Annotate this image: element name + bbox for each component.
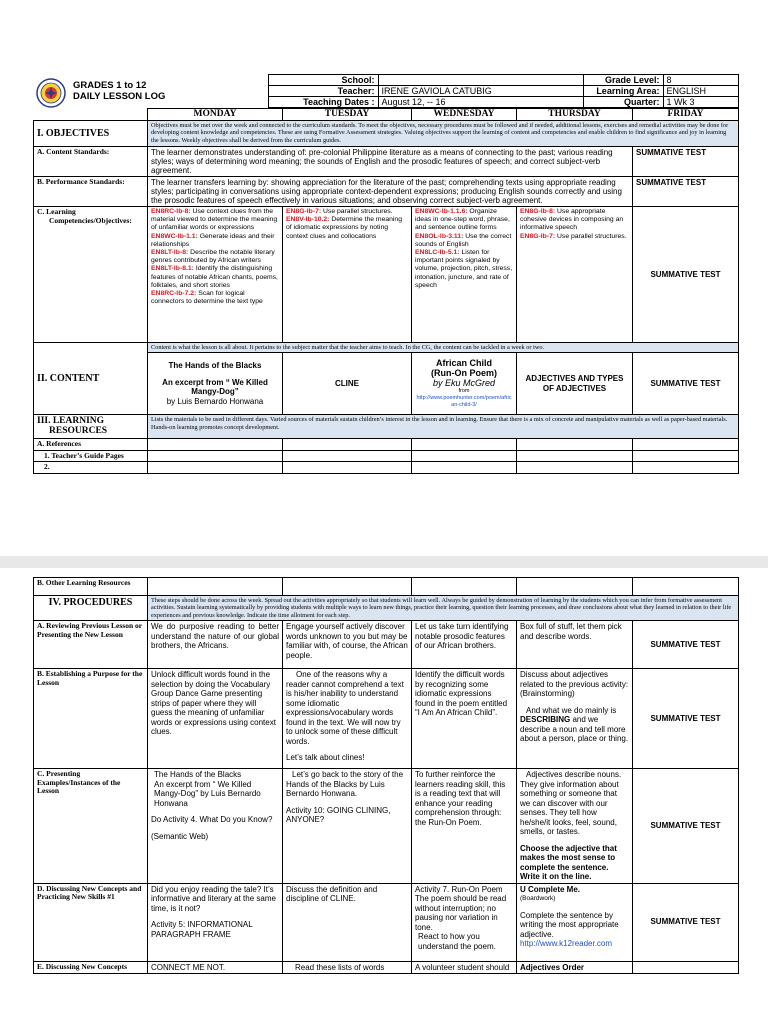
purpose-wednesday: Identify the difficult words by recognizing some idiomatic expressions found in the poem entitled “I Am An African Child”. bbox=[412, 669, 517, 769]
content-thursday: ADJECTIVES AND TYPES OF ADJECTIVES bbox=[517, 353, 633, 415]
teacher-label: Teacher: bbox=[268, 86, 378, 97]
examples-thursday: Adjectives describe nouns. They give information about something or someone that we can discover with our senses. They tell how he/she/it looks, feel, sound, smells, or tastes. Choose the adjective that makes the most sense to complete the sentence. Write it on the line. bbox=[517, 769, 633, 884]
discussing-2-wednesday: A volunteer student should bbox=[412, 961, 517, 974]
examples-friday: SUMMATIVE TEST bbox=[633, 769, 739, 884]
purpose-monday: Unlock difficult words found in the selection by doing the Vocabulary Group Dance Game presenting strips of paper where they will guess the meaning of unfamiliar words or expressions using context clues. bbox=[148, 669, 283, 769]
reviewing-lesson-label: A. Reviewing Previous Lesson or Presenting the New Lesson bbox=[34, 621, 148, 669]
discussing-2-tuesday: Read these lists of words bbox=[283, 961, 412, 974]
discussing-1-wednesday: Activity 7. Run-On Poem The poem should be read without interruption; no pausing nor variation in tone. React to how you understand the poem. bbox=[412, 883, 517, 961]
performance-standards-text: The learner transfers learning by: showing appreciation for the literature of the past; comprehending texts using appropriate reading styles; participating in conversations using appropriate context-dependent expressions; producing English sounds correctly and using the prosodic features of speech effectively in various situations; and observing correct subject-verb agreement. bbox=[148, 177, 633, 207]
reviewing-wednesday: Let us take turn identifying notable prosodic features of our African brothers. bbox=[412, 621, 517, 669]
day-header-monday: MONDAY bbox=[148, 109, 283, 121]
discussing-concepts-1-label: D. Discussing New Concepts and Practicing New Skills #1 bbox=[34, 883, 148, 961]
header-table bbox=[33, 74, 739, 108]
purpose-friday: SUMMATIVE TEST bbox=[633, 669, 739, 769]
content-monday: The Hands of the Blacks An excerpt from “ We Killed Mangy-Dog” by Luis Bernardo Honwana bbox=[148, 353, 283, 415]
grade-label: Grade Level: bbox=[583, 75, 663, 86]
discussing-2-thursday: Adjectives Order bbox=[517, 961, 633, 974]
competencies-label: C. Learning Competencies/Objectives: bbox=[34, 207, 148, 343]
examples-tuesday: Let’s go back to the story of the Hands of the Blacks by Luis Bernardo Honwana. Activity 10: GOING CLINING, ANYONE? bbox=[283, 769, 412, 884]
objectives-label: I. OBJECTIVES bbox=[34, 121, 148, 147]
competencies-friday: SUMMATIVE TEST bbox=[633, 207, 739, 343]
reference-item-2-label: 2. bbox=[34, 462, 148, 474]
lesson-log-table bbox=[33, 108, 739, 474]
log-title: GRADES 1 to 12 DAILY LESSON LOG bbox=[73, 80, 166, 102]
procedures-label: IV. PROCEDURES bbox=[34, 596, 148, 621]
purpose-thursday: Discuss about adjectives related to the previous activity: (Brainstorming) And what we do mainly is DESCRIBING and we describe a noun and tell more about a person, place or thing. bbox=[517, 669, 633, 769]
discussing-1-tuesday: Discuss the definition and discipline of CLINE. bbox=[283, 883, 412, 961]
performance-standards-friday: SUMMATIVE TEST bbox=[633, 177, 739, 207]
quarter-label: Quarter: bbox=[583, 97, 663, 108]
k12reader-link[interactable]: http://www.k12reader.com bbox=[520, 939, 613, 948]
competencies-monday: EN8RC-Ib-8: Use context clues from the material viewed to determine the meaning of unfamiliar words or expressions EN8WC-Ib-1.1: Generate ideas and their relationships EN8LT-Ib-8: Describe the notable literary genres contributed by African writers EN8LT-Ib-8.1: Identify the distinguishing features of notable African chants, poems, folktales, and short stories EN8RC-Ib-7.2: Scan for logical connectors to determine the text type bbox=[148, 207, 283, 343]
area-label: Learning Area: bbox=[583, 86, 663, 97]
competencies-wednesday: EN8WC-Ib-1.1.6: Organize ideas in one-step word, phrase, and sentence outline forms EN8OL-Ib-3.11: Use the correct sounds of English EN8LC-Ib-5.1: Listen for important points signaled by volume, projection, pitch, stress, intonation, juncture, and rate of speech bbox=[412, 207, 517, 343]
day-header-thursday: THURSDAY bbox=[517, 109, 633, 121]
discussing-1-friday: SUMMATIVE TEST bbox=[633, 883, 739, 961]
establishing-purpose-label: B. Establishing a Purpose for the Lesson bbox=[34, 669, 148, 769]
procedures-note: These steps should be done across the week. Spread out the activities appropriately so that students will learn well. Always be guided by demonstration of learning by the students which you can infer from formative assessment activities. Sustain learning systematically by providing students with multiple ways to learn new things, practice their learning, question their learning processes, and draw conclusions about what they learned in relation to their life experiences and previous knowledge. Indicate the time allotment for each step. bbox=[148, 596, 739, 621]
content-friday: SUMMATIVE TEST bbox=[633, 353, 739, 415]
content-standards-text: The learner demonstrates understanding of: pre-colonial Philippine literature as a means of connecting to the past; various reading styles; ways of determining word meaning; the sounds of English and the prosodic features of speech; and correct subject-verb agreement. bbox=[148, 147, 633, 177]
content-standards-label: A. Content Standards: bbox=[34, 147, 148, 177]
reviewing-tuesday: Engage yourself actively discover words unknown to you but may be familiar with, of course, the African people. bbox=[283, 621, 412, 669]
school-label: School: bbox=[268, 75, 378, 86]
discussing-2-friday bbox=[633, 961, 739, 974]
day-header-wednesday: WEDNESDAY bbox=[412, 109, 517, 121]
content-note: Content is what the lesson is all about. It pertains to the subject matter that the teacher aims to teach. In the CG, the content can be tackled in a week or two. bbox=[148, 343, 739, 353]
area-value: ENGLISH bbox=[663, 86, 738, 97]
poem-link[interactable]: http://www.poemhunter.com/poem/african-child-3/ bbox=[416, 395, 512, 409]
discussing-2-monday: CONNECT ME NOT. bbox=[148, 961, 283, 974]
resources-note: Lists the materials to be used in different days. Varied sources of materials sustain children’s interest in the lesson and in learning. Ensure that there is a mix of concrete and manipulative materials as well as paper-based materials. Hands-on learning promotes concept development. bbox=[148, 415, 739, 439]
objectives-note: Objectives must be met over the week and connected to the curriculum standards. To meet the objectives, necessary procedures must be followed and if needed, additional lessons, exercises and remedial activities may be done for developing content knowledge and competencies. These are using Formative Assessment strategies. Valuing objectives support the learning of content and competencies and enable children to find significance and joy in learning the lessons. Weekly objectives shall be derived from the curriculum guides. bbox=[148, 121, 739, 147]
competencies-thursday: EN8G-Ib-8: Use appropriate cohesive devices in composing an informative speech EN8G-Ib-7: Use parallel structures. bbox=[517, 207, 633, 343]
teachers-guide-label: 1. Teacher’s Guide Pages bbox=[34, 450, 148, 462]
grade-value: 8 bbox=[663, 75, 738, 86]
examples-monday: The Hands of the Blacks An excerpt from “ We Killed Mangy-Dog” by Luis Bernardo Honwana Do Activity 4. What Do you Know? (Semantic Web) bbox=[148, 769, 283, 884]
page-2 bbox=[0, 568, 768, 1024]
school-value bbox=[378, 75, 583, 86]
examples-wednesday: To further reinforce the learners reading skill, this is a reading text that will enhance your reading comprehension through: the Run-On Poem. bbox=[412, 769, 517, 884]
competencies-tuesday: EN8G-Ib-7: Use parallel structures. EN8V-Ib-10.2: Determine the meaning of idiomatic expressions by noting context clues and collocations bbox=[283, 207, 412, 343]
discussing-1-thursday: U Complete Me. (Boardwork) Complete the sentence by writing the most appropriate adjective. http://www.k12reader.com bbox=[517, 883, 633, 961]
reviewing-monday: We do purposive reading to better understand the nature of our global brothers, the Africans. bbox=[148, 621, 283, 669]
content-tuesday: CLINE bbox=[283, 353, 412, 415]
teacher-value: IRENE GAVIOLA CATUBIG bbox=[378, 86, 583, 97]
reviewing-thursday: Box full of stuff, let them pick and describe words. bbox=[517, 621, 633, 669]
reviewing-friday: SUMMATIVE TEST bbox=[633, 621, 739, 669]
presenting-examples-label: C. Presenting Examples/Instances of the Lesson bbox=[34, 769, 148, 884]
content-label: II. CONTENT bbox=[34, 343, 148, 415]
content-wednesday: African Child (Run-On Poem) by Eku McGred from http://www.poemhunter.com/poem/african-child-3/ bbox=[412, 353, 517, 415]
dates-label: Teaching Dates : bbox=[268, 97, 378, 108]
purpose-tuesday: One of the reasons why a reader cannot comprehend a text is his/her inability to understand some idiomatic expressions/vocabulary words found in the text. We will now try to unlock some of these difficult words. Let’s talk about clines! bbox=[283, 669, 412, 769]
other-resources-label: B. Other Learning Resources bbox=[34, 578, 148, 596]
performance-standards-label: B. Performance Standards: bbox=[34, 177, 148, 207]
discussing-1-monday: Did you enjoy reading the tale? It’s informative and literary at the same time, is it not? Activity 5: INFORMATIONAL PARAGRAPH FRAME bbox=[148, 883, 283, 961]
day-header-friday: FRIDAY bbox=[633, 109, 739, 121]
day-header-tuesday: TUESDAY bbox=[283, 109, 412, 121]
references-label: A. References bbox=[34, 439, 148, 451]
dates-value: August 12, -- 16 bbox=[378, 97, 583, 108]
resources-label: III. LEARNING RESOURCES bbox=[34, 415, 148, 439]
content-standards-friday: SUMMATIVE TEST bbox=[633, 147, 739, 177]
discussing-concepts-2-label: E. Discussing New Concepts bbox=[34, 961, 148, 974]
quarter-value: 1 Wk 3 bbox=[663, 97, 738, 108]
procedures-table bbox=[33, 577, 739, 974]
